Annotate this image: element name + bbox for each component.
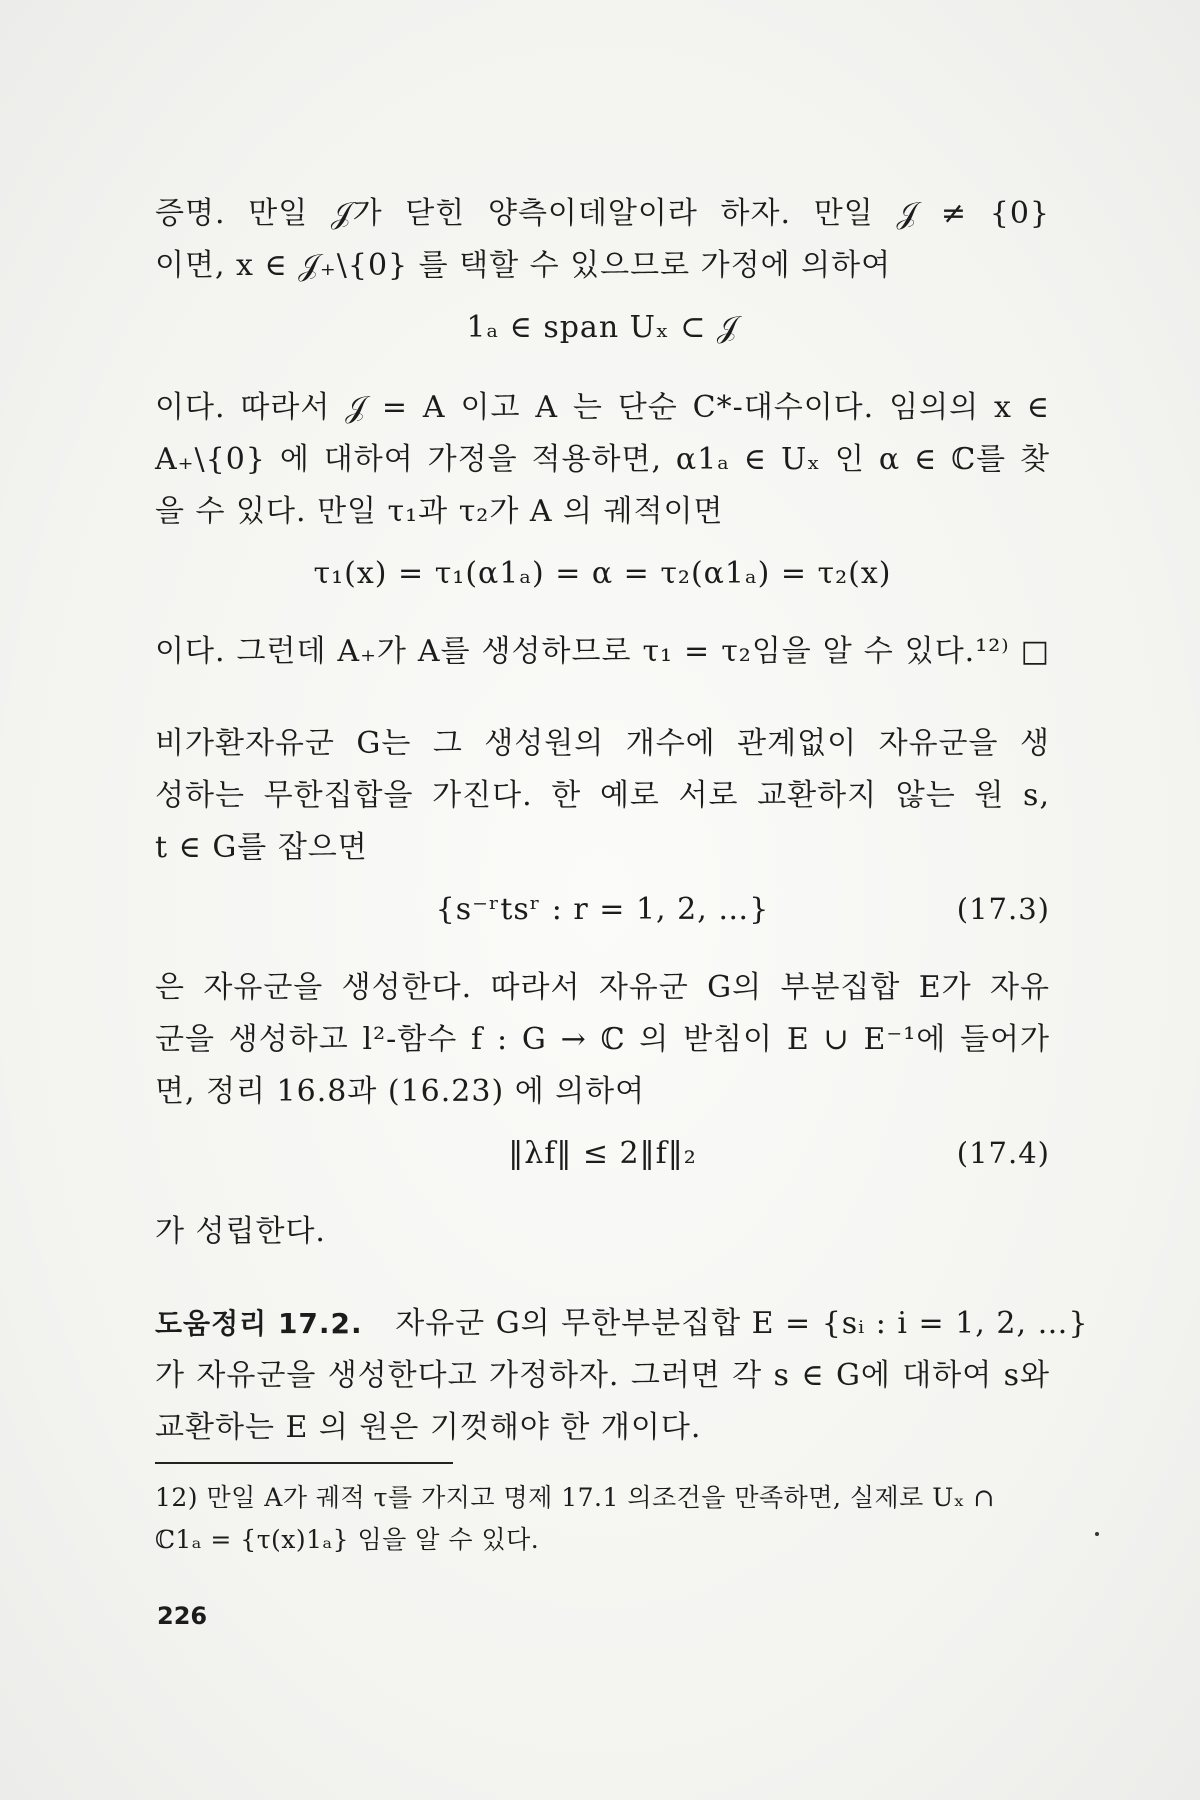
para2-line-3: t ∈ G를 잡으면 bbox=[155, 830, 368, 865]
equation-number-17-3: (17.3) bbox=[956, 892, 1050, 926]
para2-line-5: 군을 생성하고 l²-함수 f : G → ℂ 의 받침이 E ∪ E⁻¹에 들어가 bbox=[155, 1022, 1050, 1057]
proof-line-2: 이면, x ∈ 𝒥₊\{0} 를 택할 수 있으므로 가정에 의하여 bbox=[155, 248, 892, 283]
footnote-line-2: ℂ1ₐ = {τ(x)1ₐ} 임을 알 수 있다. bbox=[155, 1525, 540, 1554]
para2-line-4: 은 자유군을 생성한다. 따라서 자유군 G의 부분집합 E가 자유 bbox=[155, 970, 1050, 1005]
page-number: 226 bbox=[157, 1602, 208, 1630]
para2-line-7: 가 성립한다. bbox=[155, 1214, 326, 1249]
para2-line-1: 비가환자유군 G는 그 생성원의 개수에 관계없이 자유군을 생 bbox=[155, 726, 1050, 761]
proof-line-4: A₊\{0} 에 대하여 가정을 적용하면, α1ₐ ∈ Uₓ 인 α ∈ ℂ를 찾 bbox=[155, 442, 1050, 477]
footnote-rule bbox=[155, 1462, 453, 1464]
proof-line-3: 이다. 따라서 𝒥 = A 이고 A 는 단순 C*-대수이다. 임의의 x ∈ bbox=[155, 390, 1050, 425]
lemma-line-3: 교환하는 E 의 원은 기껏해야 한 개이다. bbox=[155, 1410, 702, 1445]
equation-17-4: ‖λf‖ ≤ 2‖f‖₂ bbox=[508, 1136, 697, 1171]
equation-traces: τ₁(x) = τ₁(α1ₐ) = α = τ₂(α1ₐ) = τ₂(x) bbox=[313, 556, 892, 591]
footnote-line-1: 12) 만일 A가 궤적 τ를 가지고 명제 17.1 의조건을 만족하면, 실제로 Uₓ ∩ bbox=[155, 1483, 995, 1512]
stray-dot bbox=[1095, 1532, 1099, 1536]
lemma-line-1 bbox=[155, 1298, 1089, 1342]
lemma-label: 도움정리 17.2. bbox=[155, 1307, 363, 1340]
lemma-line-2: 가 자유군을 생성한다고 가정하자. 그러면 각 s ∈ G에 대하여 s와 bbox=[155, 1358, 1050, 1393]
lemma-line-1-text: 자유군 G의 무한부분집합 E = {sᵢ : i = 1, 2, …} bbox=[395, 1306, 1089, 1341]
equation-number-17-4: (17.4) bbox=[956, 1136, 1050, 1170]
equation-span: 1ₐ ∈ span Uₓ ⊂ 𝒥 bbox=[466, 310, 739, 345]
equation-17-3: {s⁻ʳtsʳ : r = 1, 2, …} bbox=[435, 892, 770, 927]
para2-line-2: 성하는 무한집합을 가진다. 한 예로 서로 교환하지 않는 원 s, bbox=[155, 778, 1050, 813]
proof-line-6: 이다. 그런데 A₊가 A를 생성하므로 τ₁ = τ₂임을 알 수 있다.¹²⁾ □ bbox=[155, 634, 1050, 669]
proof-line-5: 을 수 있다. 만일 τ₁과 τ₂가 A 의 궤적이면 bbox=[155, 494, 724, 529]
proof-line-1: 증명. 만일 𝒥가 닫힌 양측이데알이라 하자. 만일 𝒥 ≠ {0} bbox=[155, 196, 1050, 231]
para2-line-6: 면, 정리 16.8과 (16.23) 에 의하여 bbox=[155, 1074, 646, 1109]
